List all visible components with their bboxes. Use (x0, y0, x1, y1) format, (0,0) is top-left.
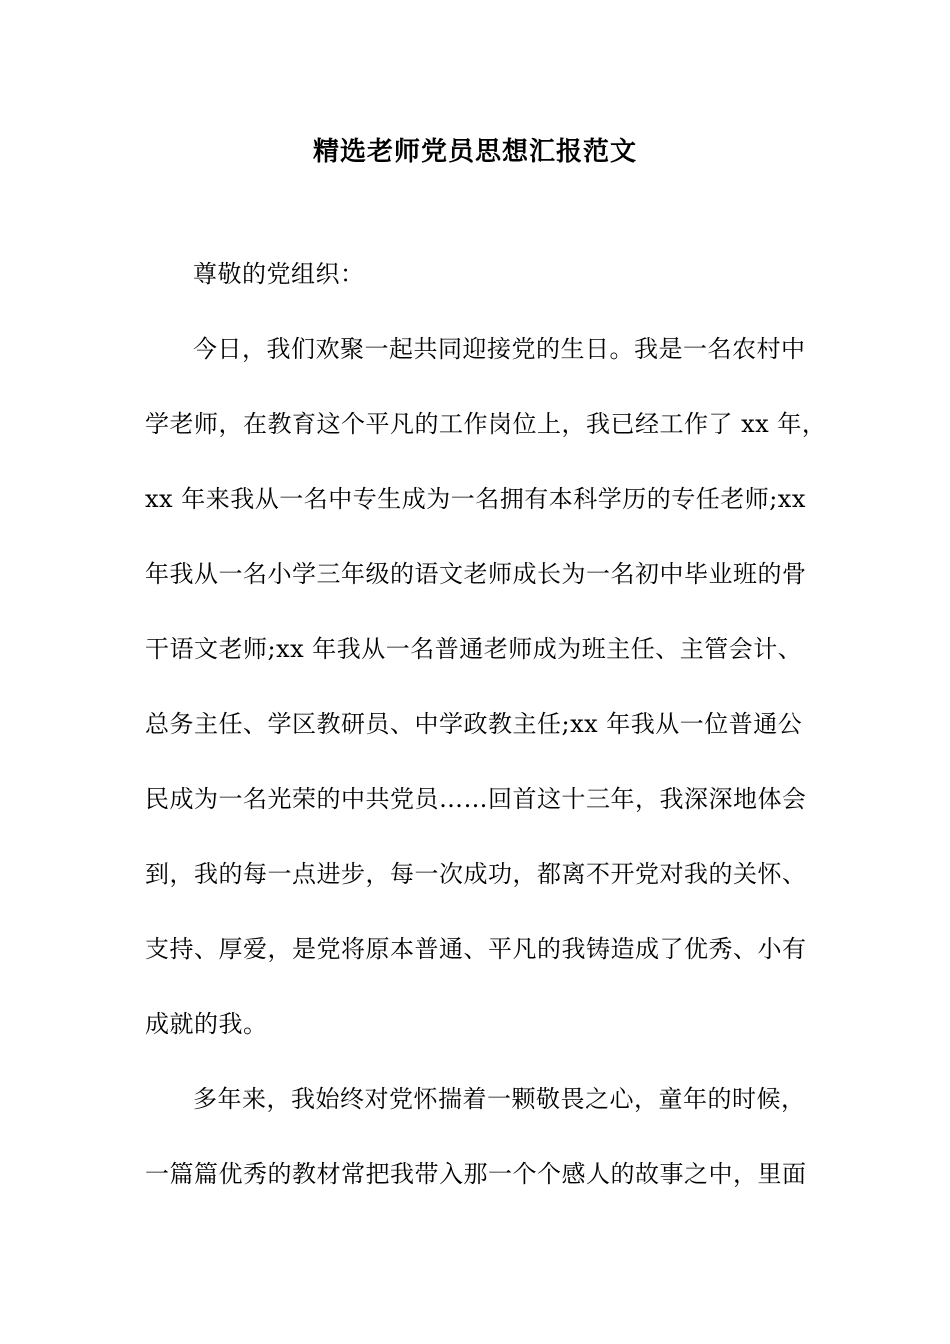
paragraph-line: 支持、厚爱，是党将原本普通、平凡的我铸造成了优秀、小有 (145, 935, 807, 963)
paragraph-line: 今日，我们欢聚一起共同迎接党的生日。我是一名农村中 (193, 335, 806, 363)
paragraph-line: 总务主任、学区教研员、中学政教主任;xx 年我从一位普通公 (145, 710, 803, 738)
paragraph-line: 干语文老师;xx 年我从一名普通老师成为班主任、主管会计、 (145, 635, 803, 663)
paragraph-line: 年我从一名小学三年级的语文老师成长为一名初中毕业班的骨 (145, 560, 807, 588)
paragraph-line: 成就的我。 (145, 1010, 268, 1038)
salutation-line: 尊敬的党组织： (193, 260, 365, 288)
document-body (145, 254, 825, 1229)
paragraph-line: 一篇篇优秀的教材常把我带入那一个个感人的故事之中，里面 (145, 1160, 807, 1188)
paragraph-line: 多年来，我始终对党怀揣着一颗敬畏之心，童年的时候， (193, 1085, 806, 1113)
document-title: 精选老师党员思想汇报范文 (312, 137, 637, 167)
paragraph-line: 学老师，在教育这个平凡的工作岗位上，我已经工作了 xx 年， (145, 410, 827, 438)
paragraph-line: xx 年来我从一名中专生成为一名拥有本科学历的专任老师;xx (145, 485, 806, 513)
paragraph-line: 到，我的每一点进步，每一次成功，都离不开党对我的关怀、 (145, 860, 807, 888)
paragraph-line: 民成为一名光荣的中共党员……回首这十三年，我深深地体会 (145, 785, 807, 813)
